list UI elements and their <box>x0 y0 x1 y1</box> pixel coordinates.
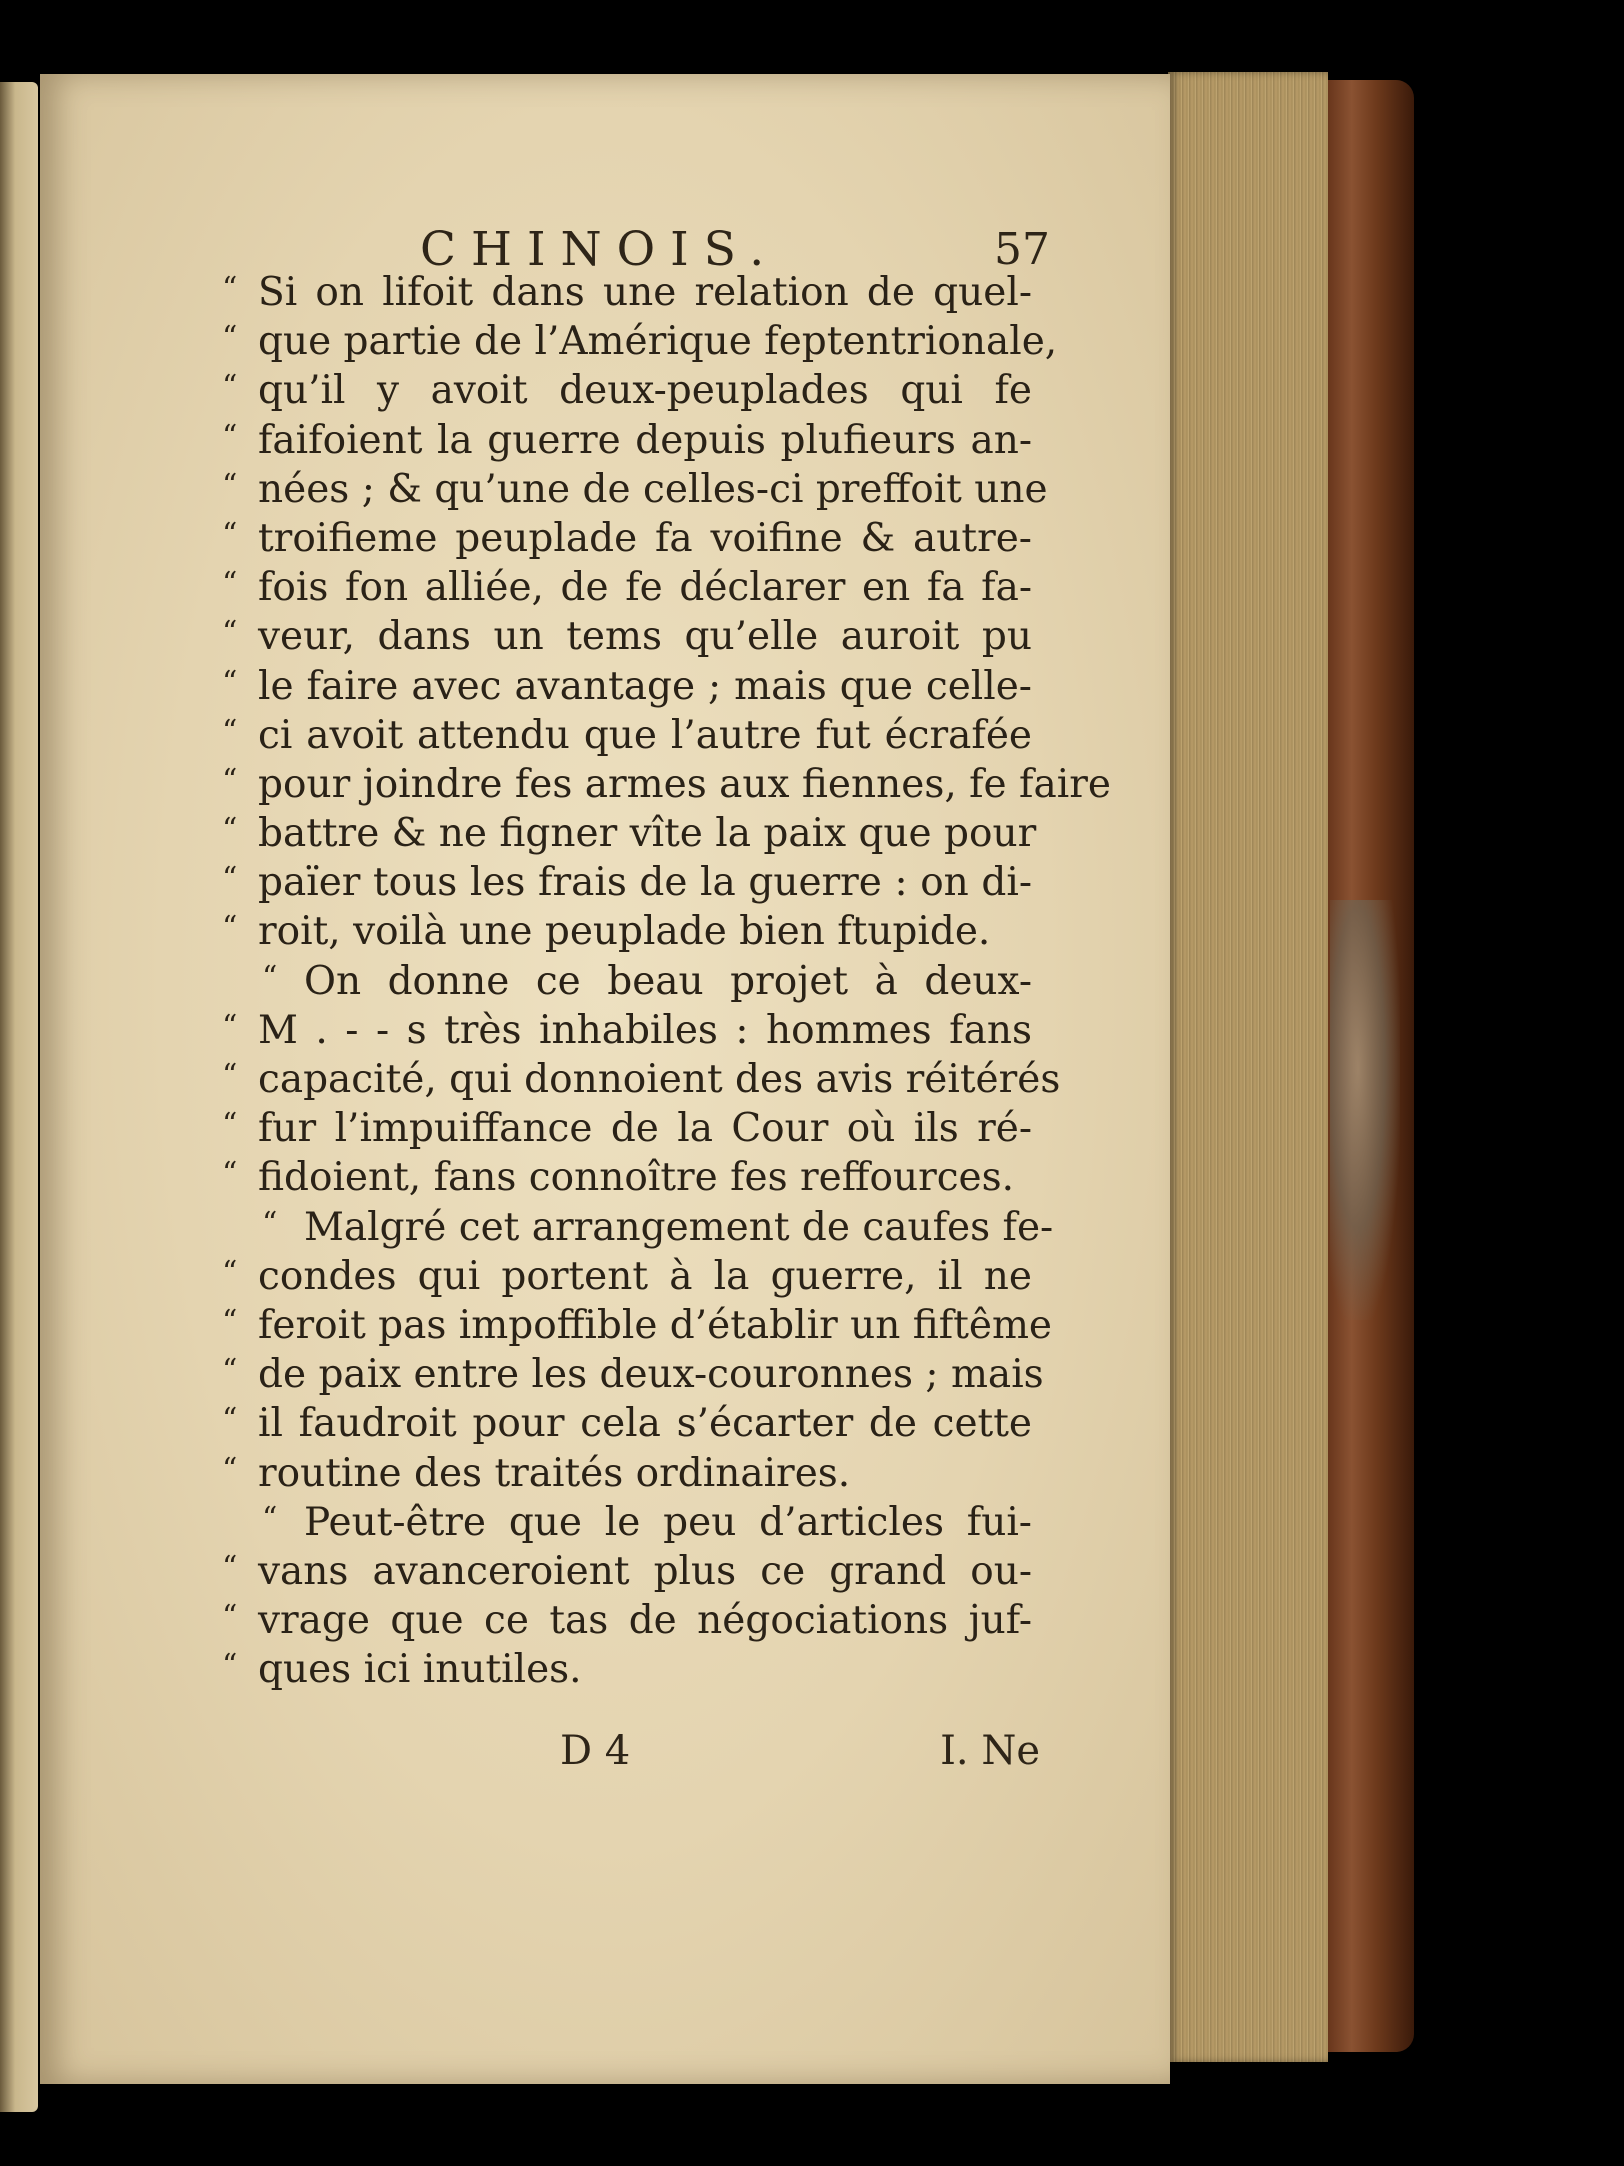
line-text: routine des traités ordinaires. <box>258 1450 851 1496</box>
line-text: troifieme peuplade fa voifine & autre- <box>258 515 1032 561</box>
text-line <box>222 1055 1061 1104</box>
quotation-mark: “ <box>222 271 238 306</box>
quotation-mark: “ <box>222 1353 238 1389</box>
text-line <box>222 711 1032 760</box>
quotation-mark: “ <box>222 1303 238 1339</box>
quotation-mark: “ <box>222 1599 238 1635</box>
text-line <box>222 907 1032 956</box>
line-text: M . - - s très inhabiles : hommes fans <box>258 1007 1032 1053</box>
line-text: que partie de l’Amérique feptentrionale, <box>258 319 1058 365</box>
quotation-mark: “ <box>222 1008 238 1044</box>
line-text: ci avoit attendu que l’autre fut écrafée <box>258 712 1032 758</box>
text-line <box>222 612 1032 661</box>
catchword: I. Ne <box>940 1728 1040 1774</box>
text-line <box>222 563 1032 612</box>
text-line <box>222 760 1111 809</box>
line-text: feroit pas impoffible d’établir un fiftême <box>258 1302 1053 1348</box>
line-text: veur, dans un tems qu’elle auroit pu <box>258 614 1032 660</box>
quotation-mark: “ <box>222 812 238 848</box>
quotation-mark: “ <box>222 369 238 405</box>
quotation-mark: “ <box>222 1254 238 1290</box>
line-text: Si on lifoit dans une relation de quel- <box>258 270 1032 315</box>
text-line <box>222 858 1032 907</box>
line-text: vans avanceroient plus ce grand ou- <box>258 1548 1032 1594</box>
quotation-mark: “ <box>222 1156 238 1192</box>
text-line <box>222 366 1032 415</box>
line-text: qu’il y avoit deux-peuplades qui fe <box>258 368 1032 414</box>
text-line <box>222 1301 1053 1350</box>
line-text: roit, voilà une peuplade bien ftupide. <box>258 909 991 955</box>
text-line <box>222 268 1032 317</box>
quotation-mark: “ <box>222 1402 238 1438</box>
quotation-mark: “ <box>222 910 238 946</box>
text-line <box>222 809 1037 858</box>
running-title: CHINOIS. <box>420 222 780 277</box>
line-text: vrage que ce tas de négociations juf- <box>258 1598 1032 1644</box>
line-text: le faire avec avantage ; mais que celle- <box>258 663 1032 709</box>
line-text: capacité, qui donnoient des avis réitérés <box>258 1057 1061 1102</box>
quotation-mark: “ <box>222 1058 238 1093</box>
quotation-mark: “ <box>222 516 238 552</box>
facing-page-edge <box>0 82 38 2112</box>
cover-marbling <box>1330 900 1400 1320</box>
quotation-mark: “ <box>222 418 238 454</box>
text-line <box>222 1645 1032 1694</box>
line-text: fois fon alliée, de fe déclarer en fa fa- <box>258 565 1032 611</box>
quotation-mark: “ <box>222 1648 238 1684</box>
text-line <box>222 957 1032 1006</box>
text-line <box>222 1006 1032 1055</box>
line-text: fur l’impuiffance de la Cour où ils ré- <box>258 1106 1032 1152</box>
line-text: Malgré cet arrangement de caufes fe- <box>304 1204 1054 1250</box>
text-line <box>222 662 1032 711</box>
line-text: ques ici inutiles. <box>258 1647 582 1693</box>
line-text: païer tous les frais de la guerre : on di- <box>258 860 1032 906</box>
signature-mark: D 4 <box>560 1728 631 1774</box>
text-line <box>222 1350 1044 1399</box>
quotation-mark: “ <box>222 713 238 749</box>
line-text: fidoient, fans connoître fes reffources. <box>258 1155 1015 1201</box>
quotation-mark: “ <box>222 1549 238 1585</box>
line-text: de paix entre les deux-couronnes ; mais <box>258 1352 1044 1398</box>
quotation-mark: “ <box>222 1107 238 1143</box>
quotation-mark: “ <box>222 320 238 356</box>
quotation-mark: “ <box>222 615 238 651</box>
line-text: il faudroit pour cela s’écarter de cette <box>258 1401 1032 1447</box>
text-line <box>222 1596 1032 1645</box>
text-line <box>222 1153 1032 1202</box>
line-text: condes qui portent à la guerre, il ne <box>258 1253 1032 1299</box>
body-text <box>222 268 1111 1694</box>
page-number: 57 <box>994 224 1050 275</box>
quotation-mark: “ <box>222 467 238 503</box>
text-line <box>222 1399 1032 1448</box>
line-text: nées ; & qu’une de celles-ci preffoit une <box>258 466 1048 512</box>
line-text: pour joindre fes armes aux fiennes, fe faire <box>258 761 1111 807</box>
text-line <box>222 1104 1032 1153</box>
quotation-mark: “ <box>262 1500 278 1536</box>
text-line <box>222 1203 1054 1252</box>
line-text: faifoient la guerre depuis plufieurs an- <box>258 417 1032 463</box>
text-line <box>222 1547 1032 1596</box>
quotation-mark: “ <box>222 861 238 897</box>
quotation-mark: “ <box>262 1205 278 1241</box>
text-line <box>222 1252 1032 1301</box>
quotation-mark: “ <box>222 762 238 798</box>
page-footer <box>560 1728 1040 1784</box>
quotation-mark: “ <box>222 1451 238 1487</box>
text-line <box>222 1449 1032 1498</box>
line-text: battre & ne figner vîte la paix que pour <box>258 811 1037 857</box>
quotation-mark: “ <box>222 664 238 700</box>
quotation-mark: “ <box>262 959 278 995</box>
text-line <box>222 317 1058 366</box>
quotation-mark: “ <box>222 566 238 602</box>
text-line <box>222 416 1032 465</box>
text-line <box>222 514 1032 563</box>
page-edges <box>1168 72 1328 2062</box>
line-text: Peut-être que le peu d’articles fui- <box>304 1499 1032 1545</box>
text-line <box>222 465 1048 514</box>
text-line <box>222 1498 1032 1547</box>
line-text: On donne ce beau projet à deux- <box>304 958 1032 1004</box>
